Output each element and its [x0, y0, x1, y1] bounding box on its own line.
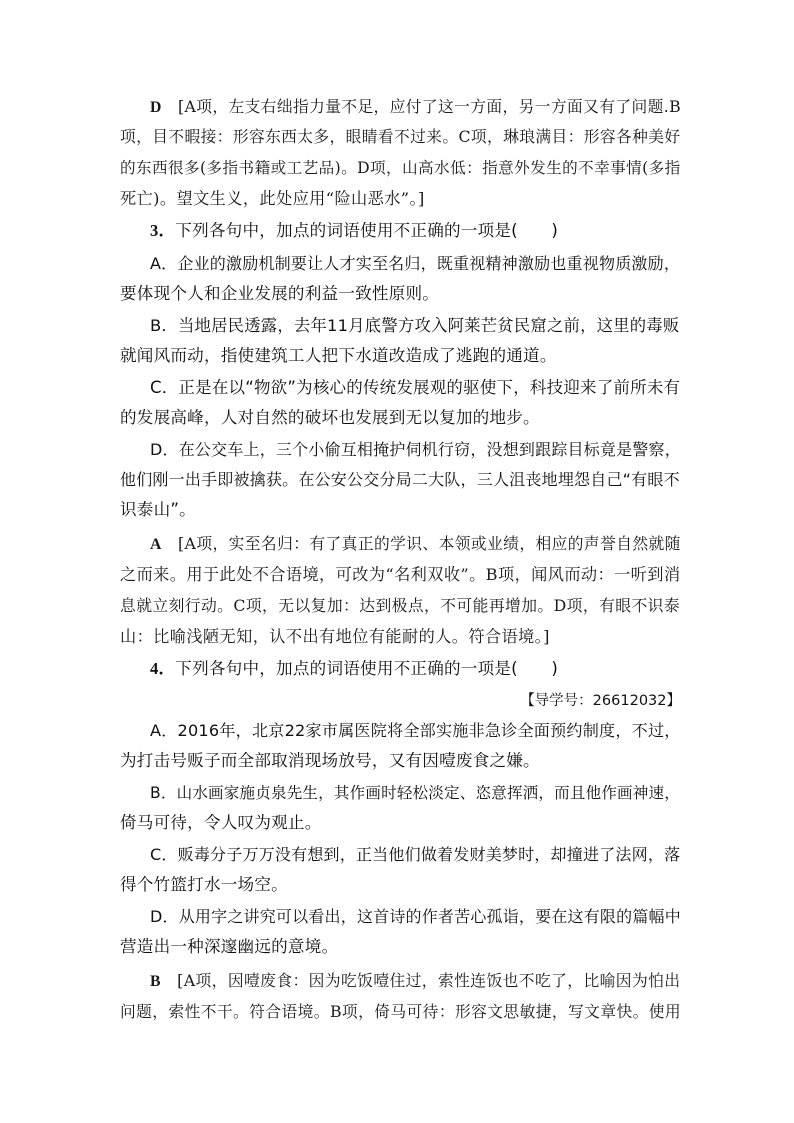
q4-option-d-line-1: D．从用字之讲究可以看出，这首诗的作者苦心孤诣，要在这有限的篇幅中 — [150, 907, 681, 926]
answer-text: [A项，因噎废食：因为吃饭噎住过，索性连饭也不吃了，比喻因为怕出 — [177, 971, 681, 990]
q3-option-b-line-1: B．当地居民透露，去年11月底警方攻入阿莱芒贫民窟之前，这里的毒贩 — [150, 316, 680, 335]
q4-option-a-line-2: 为打击号贩子而全部取消现场放号，又有因噎废食之嫌。 — [120, 751, 540, 770]
answer-q2-line-3: 的东西很多(多指书籍或工艺品)。D项，山高水低：指意外发生的不幸事情(多指 — [120, 159, 681, 177]
q4-option-c-line-2: 得个竹篮打水一场空。 — [120, 875, 288, 894]
q3-option-d-line-2: 他们刚一出手即被擒获。在公安公交分局二大队，三人沮丧地埋怨自己“有眼不 — [120, 470, 680, 489]
answer-q3-line-1 — [150, 534, 681, 555]
q3-option-c-line-2: 的发展高峰，人对自然的破坏也发展到无以复加的地步。 — [120, 408, 540, 427]
answer-q4-line-2: 问题，索性不干。符合语境。B项，倚马可待：形容文思敏捷，写文章快。使用 — [120, 1002, 682, 1021]
answer-letter: B — [150, 973, 161, 990]
q3-option-b-line-2: 就闻风而动，指使建筑工人把下水道改造成了逃跑的通道。 — [120, 346, 557, 365]
question-number: 4． — [150, 659, 176, 678]
answer-letter: D — [150, 99, 162, 116]
question-stem-text: 下列各句中，加点的词语使用不正确的一项是( ) — [175, 659, 559, 678]
answer-q2-line-1 — [150, 97, 681, 118]
question-4-stem — [150, 659, 558, 679]
answer-text: [A项，实至名归：有了真正的学识、本领或业绩，相应的声誉自然就随 — [178, 534, 681, 553]
answer-q3-line-2: 之而来。用于此处不合语境，可改为“名利双收”。B项，闻风而动：一听到消 — [120, 565, 681, 584]
q4-option-b-line-1: B．山水画家施贞泉先生，其作画时轻松淡定、恣意挥洒，而且他作画神速， — [150, 784, 680, 802]
question-3-stem — [150, 221, 558, 241]
guide-number: 【导学号：26612032】 — [520, 693, 681, 709]
q3-option-d-line-1: D．在公交车上，三个小偷互相掩护伺机行窃，没想到跟踪目标竟是警察， — [150, 440, 681, 459]
answer-letter: A — [150, 536, 162, 553]
answer-q2-line-4: 死亡)。望文生义，此处应用“险山恶水”。] — [120, 189, 425, 208]
q3-option-a-line-1: A．企业的激励机制要让人才实至名归，既重视精神激励也重视物质激励， — [150, 254, 681, 273]
answer-q4-line-1 — [150, 971, 680, 992]
q3-option-a-line-2: 要体现个人和企业发展的利益一致性原则。 — [120, 284, 440, 303]
q3-option-c-line-1: C．正是在以“物欲”为核心的传统发展观的驱使下，科技迎来了前所未有 — [150, 378, 681, 397]
answer-text: [A项，左支右绌指力量不足，应付了这一方面，另一方面又有了问题.B — [177, 97, 682, 116]
question-number: 3． — [150, 221, 176, 240]
answer-q3-line-3: 息就立刻行动。C项，无以复加：达到极点，不可能再增加。D项，有眼不识泰 — [120, 596, 681, 615]
q3-option-d-line-3: 识泰山”。 — [120, 500, 196, 519]
q4-option-c-line-1: C．贩毒分子万万没有想到，正当他们做着发财美梦时，却撞进了法网，落 — [150, 845, 681, 864]
answer-q2-line-2: 项，目不暇接：形容东西太多，眼睛看不过来。C项，琳琅满目：形容各种美好 — [120, 127, 681, 146]
q4-option-d-line-2: 营造出一种深邃幽远的意境。 — [120, 937, 339, 956]
answer-q3-line-4: 山：比喻浅陋无知，认不出有地位有能耐的人。符合语境。] — [120, 627, 550, 646]
q4-option-b-line-2: 倚马可待，令人叹为观止。 — [120, 813, 322, 832]
q4-option-a-line-1: A．2016年，北京22家市属医院将全部实施非急诊全面预约制度，不过， — [150, 721, 681, 740]
question-stem-text: 下列各句中，加点的词语使用不正确的一项是( ) — [175, 221, 559, 240]
